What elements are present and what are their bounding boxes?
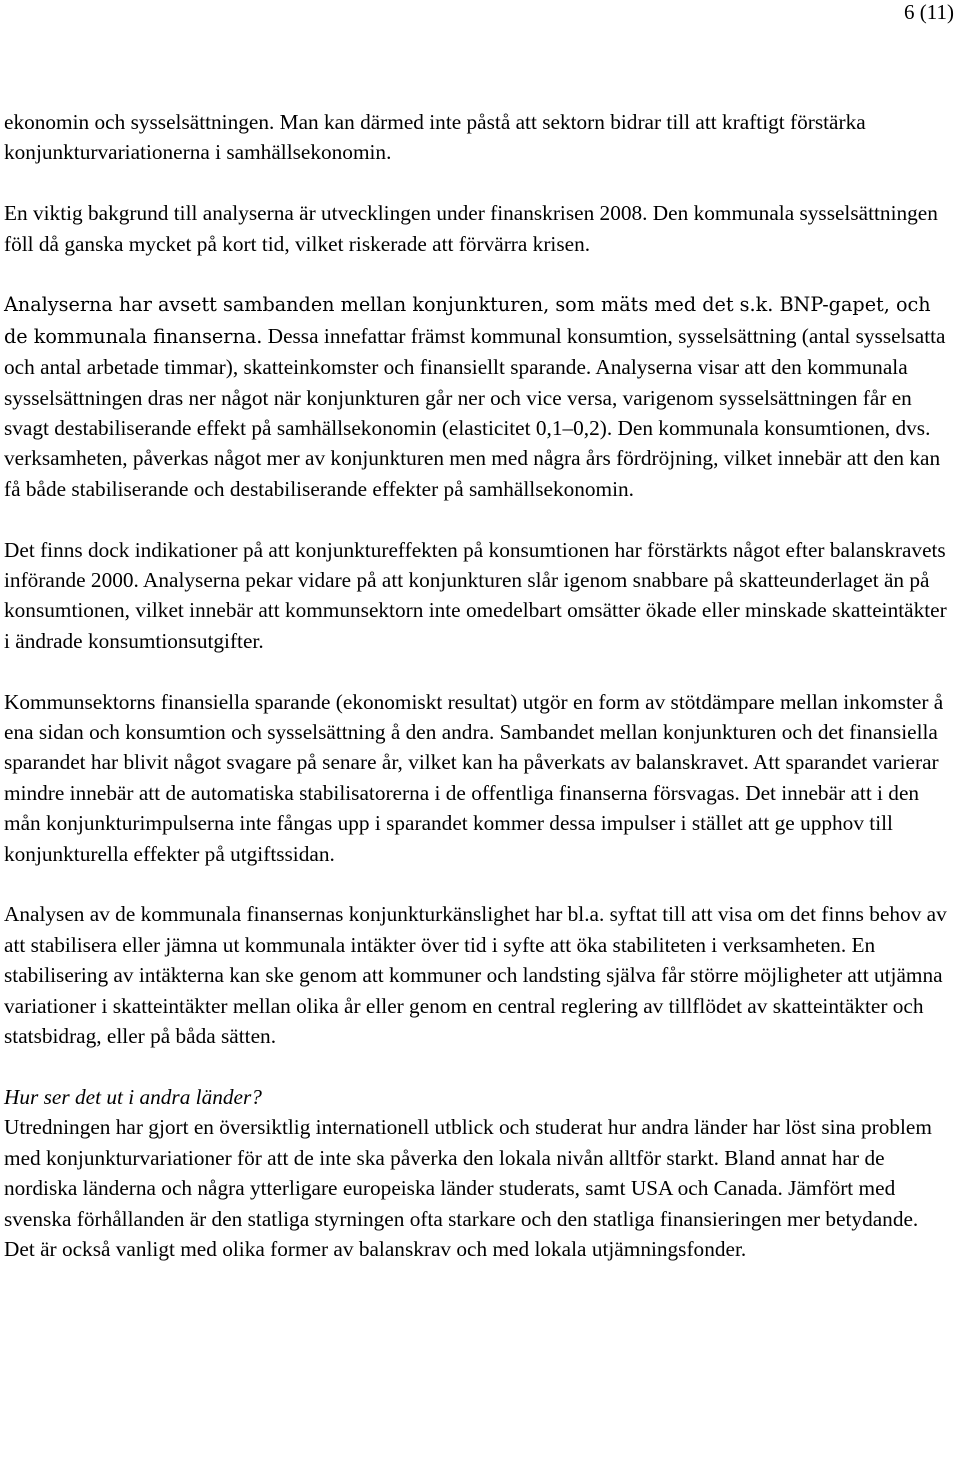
page-number: 6 (11) xyxy=(904,0,954,24)
paragraph-3-lead: Analyserna har avsett sambanden mellan konjunkturen, som mäts med det s.k. BNP-gapet, och de kommunala finanserna. xyxy=(4,293,931,348)
paragraph-6: Analysen av de kommunala finansernas konjunkturkänslighet har bl.a. syftat till att visa om det finns behov av att stabilisera eller jämna ut kommunala intäkter över tid i syfte att öka stabiliteten i verksamheten. En stabilisering av intäkterna kan ske genom att kommuner och landsting själva får större möjligheter att utjämna variationer i skatteintäkter mellan olika år eller genom en central reglering av tillflödet av skatteintäkter och statsbidrag, eller på båda sätten. xyxy=(4,902,947,1049)
paragraph-4-lead: Det finns dock indikationer på att konjunktureffekten på konsumtionen har förstärkts något efter balanskravets införande 2000. xyxy=(4,537,946,593)
paragraph-4-body: Analyserna pekar vidare på att konjunkturen slår igenom snabbare på skatteunderlaget än på konsumtionen, vilket innebär att kommunsektorn inte omedelbart omsätter ökade eller minskade skatteintäkter i ändrade konsumtionsutgifter. xyxy=(4,568,947,653)
paragraph-2: En viktig bakgrund till analyserna är utvecklingen under finanskrisen 2008. Den kommunala sysselsättningen föll då ganska mycket på kort tid, vilket riskerade att förvärra krisen. xyxy=(4,201,938,256)
document-body xyxy=(4,107,954,1264)
paragraph-7: Utredningen har gjort en översiktlig internationell utblick och studerat hur andra länder har löst sina problem med konjunkturvariationer för att de inte ska påverka den lokala nivån alltför starkt. Bland annat har de nordiska länderna och några ytterligare europeiska länder studerats, samt USA och Canada. Jämfört med svenska förhållanden är den statliga styrningen ofta starkare och den statliga finansieringen mer betydande. Det är också vanligt med olika former av balanskrav och med lokala utjämningsfonder. xyxy=(4,1115,932,1261)
paragraph-4 xyxy=(4,535,954,657)
paragraph-5: Kommunsektorns finansiella sparande (ekonomiskt resultat) utgör en form av stötdämpare mellan inkomster å ena sidan och konsumtion och sysselsättning å den andra. Sambandet mellan konjunkturen och det finansiella sparandet har blivit något svagare på senare år, vilket kan ha påverkats av balanskravet. Att sparandet varierar mindre innebär att de automatiska stabilisatorerna i de offentliga finanserna försvagas. Det innebär att i den mån konjunkturimpulserna inte fångas upp i sparandet kommer dessa impulser i stället att ge upphov till konjunkturella effekter på utgiftssidan. xyxy=(4,689,944,866)
paragraph-1: ekonomin och sysselsättningen. Man kan därmed inte påstå att sektorn bidrar till att kraftigt förstärka konjunkturvariationerna i samhällsekonomin. xyxy=(4,110,866,165)
paragraph-3-findings: Analyserna visar att den kommunala sysselsättningen dras ner något när konjunkturen går ner och vice versa, varigenom sysselsättningen får en svagt destabiliserande effekt på samhällsekonomin (elasticitet 0,1–0,2). Den kommunala konsumtionen, dvs. verksamheten, påverkas något mer av konjunkturen men med några års fördröjning, vilket innebär att den kan få både stabiliserande och destabiliserande effekter på samhällsekonomin. xyxy=(4,355,941,501)
section-heading: Hur ser det ut i andra länder? xyxy=(4,1084,262,1109)
paragraph-3-body: Dessa innefattar främst kommunal konsumtion, sysselsättning (antal sysselsatta och antal arbetade timmar), skatteinkomster och finansiellt sparande. xyxy=(4,323,946,380)
paragraph-3 xyxy=(4,289,954,504)
